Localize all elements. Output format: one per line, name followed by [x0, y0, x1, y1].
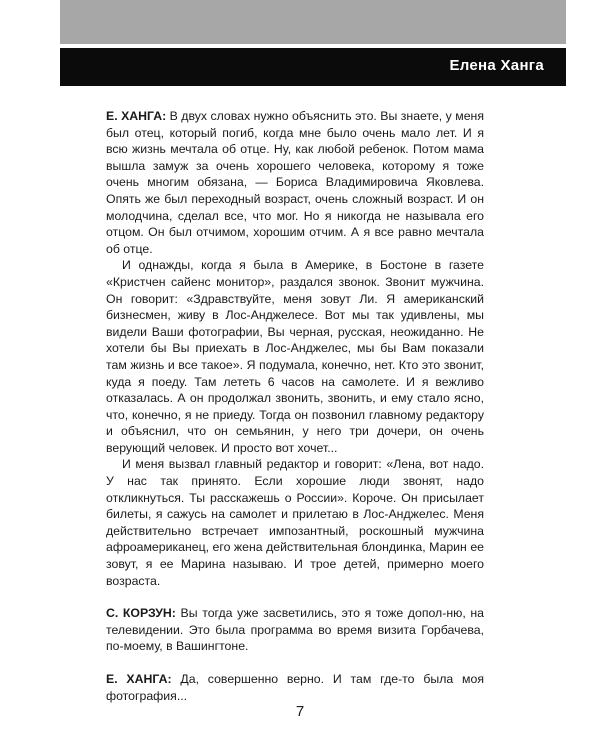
running-header-title: Елена Ханга: [449, 57, 544, 74]
paragraph-text: В двух словах нужно объяснить это. Вы знаете, у меня был отец, который погиб, когда мне было очень мало лет. И я всю жизнь мечтала об отце. Ну, как любой ребенок. Потом мама вышла замуж за очень хорошего человека, которому я тоже очень многим обязана, — Бориса Владимировича Яковлева. Опять же был переходный возраст, очень сложный возраст. И он молодчина, сделал все, что мог. Но я никогда не называла его отцом. Он был отчимом, хорошим отчим. А я все равно мечтала об отце.: [106, 109, 485, 256]
page-number: 7: [295, 703, 305, 720]
speaker-label: Е. ХАНГА:: [106, 672, 172, 686]
paragraph-text: Да, совершенно верно. И там где-то была моя фотография...: [106, 672, 484, 703]
paragraph-2: И однажды, когда я была в Америке, в Бостоне в газете «Кристчен сайенс монитор», раздался звонок. Звонит мужчина. Он говорит: «Здравствуйте, меня зовут Ли. Я американский бизнесмен, живу в Лос-Анджелесе. Вот мы так удивлены, мы видели Ваши фотографии, Вы черная, русская, неожиданно. Не хотели бы Вы приехать в Лос-Анджелес, мы бы Вам показали там жизнь и все такое». Я подумала, конечно, нет. Кто это звонит, куда я поеду. Там лететь 6 часов на самолете. И я вежливо отказалась. А он продолжал звонить, звонить, и ему стало ясно, что, конечно, я не приеду. Тогда он позвонил главному редактору и объяснил, что он семьянин, у него три дочери, он очень верующий человек. И просто вот хочет...: [106, 258, 484, 455]
header-gray-band: [60, 0, 566, 44]
speaker-label: Е. ХАНГА:: [106, 109, 167, 123]
paragraph-1: [106, 108, 484, 257]
paragraph-4: [106, 605, 484, 655]
paragraph-text: Вы тогда уже засветились, это я тоже допол-ню, на телевидении. Это была программа во время визита Горбачева, по-моему, в Вашингтоне.: [106, 606, 485, 654]
paragraph-3: И меня вызвал главный редактор и говорит: «Лена, вот надо. У нас так принято. Если хорошие люди звонят, надо откликнуться. Ты расскажешь о России». Короче. Он присылает билеты, я сажусь на самолет и прилетаю в Лос-Анджелес. Меня действительно встречает импозантный, роскошный мужчина афроамериканец, его жена действительная блондинка, Марин ее зовут, я ее Марина называю. И трое детей, примерно моего возраста.: [106, 457, 484, 588]
header-black-band: [60, 48, 566, 86]
speaker-label: С. КОРЗУН:: [106, 606, 176, 621]
paragraph-5: [106, 671, 484, 704]
page-body: [106, 108, 484, 704]
